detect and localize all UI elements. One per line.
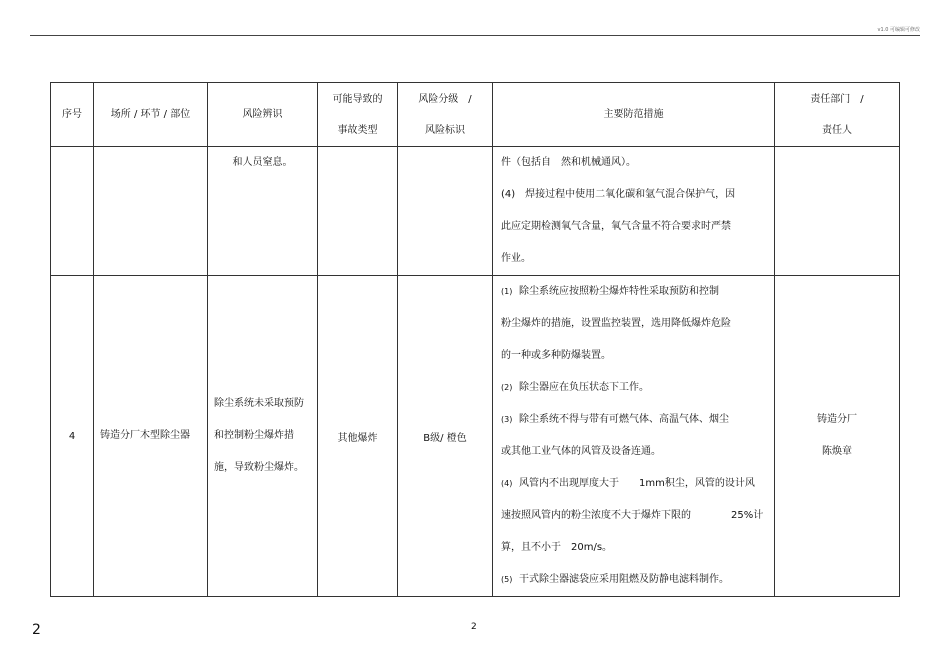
risk-table	[50, 82, 900, 597]
cell-dept	[775, 276, 900, 597]
header-accident-line1: 可能导致的	[332, 93, 383, 105]
measure-line	[501, 564, 766, 596]
risk-text: 和人员窒息。	[232, 157, 293, 168]
table-header-row	[51, 83, 900, 147]
cell-level	[398, 147, 493, 276]
cell-accident: 其他爆炸	[318, 276, 398, 597]
measure-text: 粉尘爆炸的措施，设置监控装置，选用降低爆炸危险	[501, 318, 731, 329]
table-row-4	[51, 276, 900, 597]
header-dept	[775, 83, 900, 147]
dept-person: 陈焕章	[822, 446, 852, 457]
measure-num: (3)	[501, 415, 513, 424]
measure-text: 速按照风管内的粉尘浓度不大于爆炸下限的 25%计	[501, 510, 764, 521]
header-measures: 主要防范措施	[493, 83, 775, 147]
place-text: 铸造分厂木型除尘器	[100, 430, 190, 441]
measures-list	[493, 147, 774, 275]
cell-risk	[208, 147, 318, 276]
measure-text: 除尘器应在负压状态下工作。	[519, 382, 649, 393]
header-rule	[30, 35, 920, 36]
table-row-continued	[51, 147, 900, 276]
cell-level: B级/ 橙色	[398, 276, 493, 597]
header-dept-line1: 责任部门 /	[810, 93, 864, 105]
measure-line	[501, 308, 766, 340]
measure-line	[501, 500, 766, 532]
risk-text: 除尘系统未采取预防和控制粉尘爆炸措施，导致粉尘爆炸。	[214, 398, 304, 473]
measure-line	[501, 340, 766, 372]
measure-text: 风管内不出现厚度大于 1mm积尘，风管的设计风	[519, 478, 755, 489]
header-no: 序号	[51, 83, 94, 147]
measure-line	[501, 404, 766, 436]
measure-line: 件（包括自 然和机械通风）。	[501, 157, 636, 168]
measure-text: 干式除尘器滤袋应采用阻燃及防静电滤料制作。	[519, 574, 729, 585]
cell-measures	[493, 147, 775, 276]
header-accident-line2: 事故类型	[337, 124, 378, 136]
measure-num: (2)	[501, 383, 513, 392]
header-level	[398, 83, 493, 147]
header-accident	[318, 83, 398, 147]
measure-line	[501, 532, 766, 564]
cell-risk	[208, 276, 318, 597]
measure-line: 作业。	[501, 253, 531, 264]
header-risk: 风险辨识	[208, 83, 318, 147]
measure-text: 或其他工业气体的风管及设备连通。	[501, 446, 661, 457]
measure-line	[501, 372, 766, 404]
cell-place	[94, 147, 208, 276]
footer-left-number: 2	[32, 622, 41, 638]
cell-no	[51, 147, 94, 276]
header-place: 场所 / 环节 / 部位	[94, 83, 208, 147]
header-dept-line2: 责任人	[822, 124, 852, 136]
cell-measures	[493, 276, 775, 597]
measure-line	[501, 468, 766, 500]
measure-num: (1)	[501, 287, 513, 296]
header-version-note: v1.0 可编辑可修改	[877, 27, 920, 33]
measure-num: (5)	[501, 575, 513, 584]
cell-accident	[318, 147, 398, 276]
header-level-line1: 风险分级 /	[418, 93, 472, 105]
dept-name: 铸造分厂	[817, 414, 857, 425]
measure-text: 算，且不小于 20m/s。	[501, 542, 613, 553]
header-level-line2: 风险标识	[425, 124, 465, 136]
cell-place	[94, 276, 208, 597]
measure-line: (4) 焊接过程中使用二氧化碳和氩气混合保护气，因	[501, 189, 736, 200]
measure-line: 此应定期检测氧气含量，氧气含量不符合要求时严禁	[501, 221, 731, 232]
measure-num: (4)	[501, 479, 513, 488]
measure-line	[501, 436, 766, 468]
page-number: 2	[471, 622, 477, 632]
measure-text: 除尘系统应按照粉尘爆炸特性采取预防和控制	[519, 286, 719, 297]
cell-no: 4	[51, 276, 94, 597]
measure-text: 除尘系统不得与带有可燃气体、高温气体、烟尘	[519, 414, 729, 425]
measure-line	[501, 276, 766, 308]
measure-text: 的一种或多种防爆装置。	[501, 350, 611, 361]
cell-dept	[775, 147, 900, 276]
measures-list	[493, 276, 774, 596]
